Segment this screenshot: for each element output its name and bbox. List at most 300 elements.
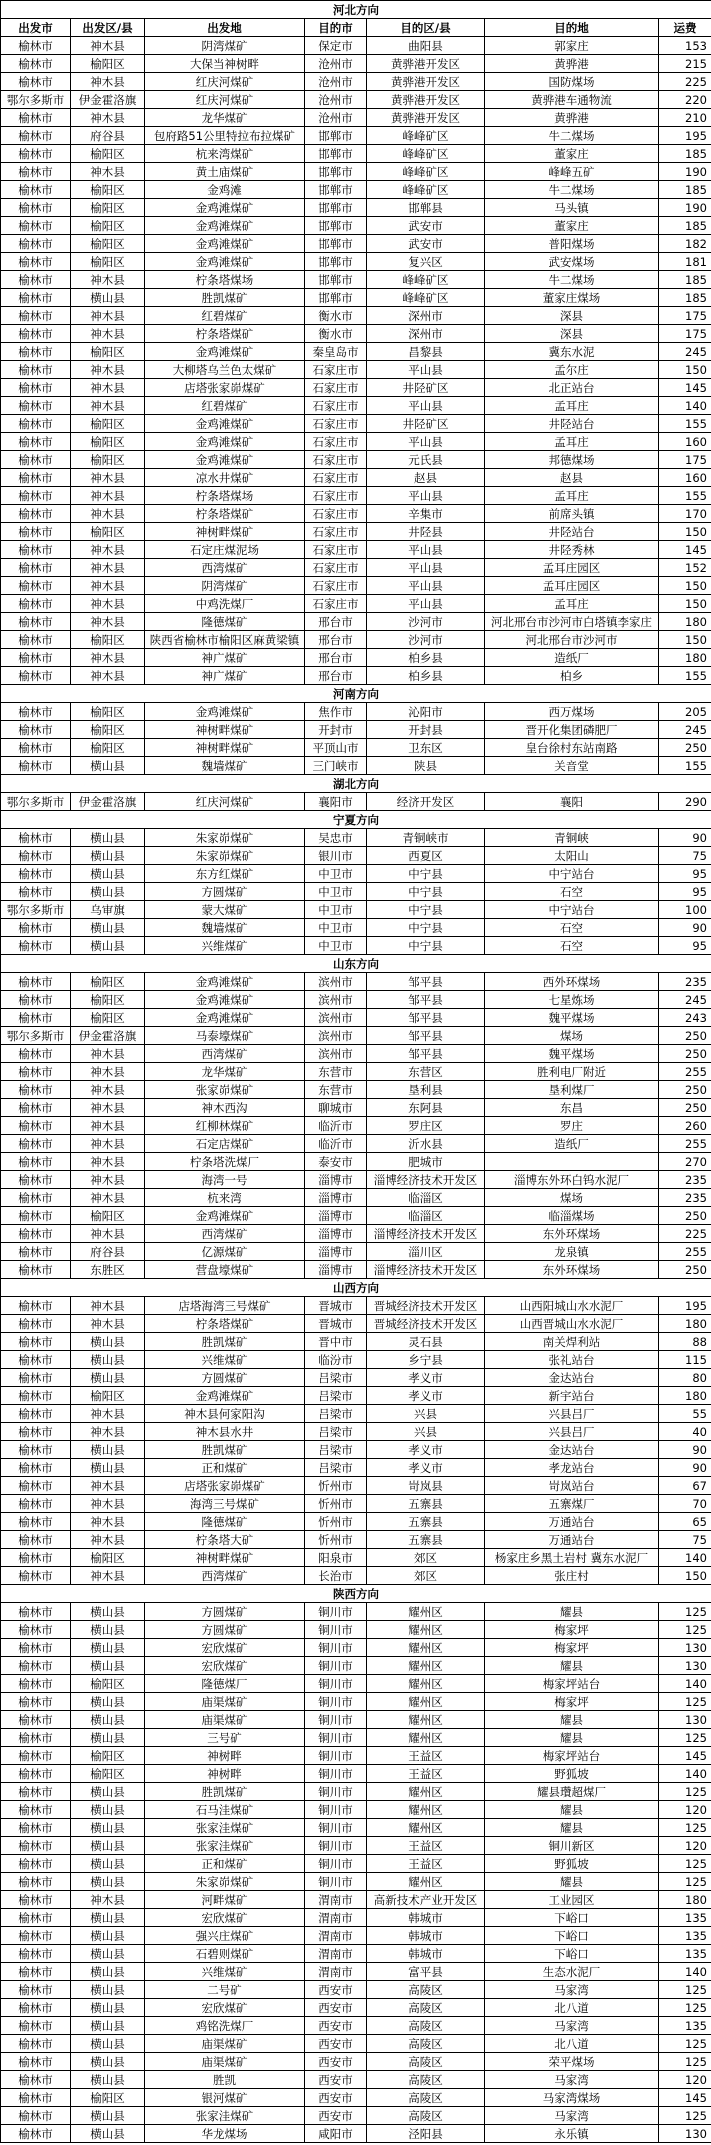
cell-origin-county: 榆阳区 — [71, 1747, 145, 1765]
cell-dest-place: 西外环煤场 — [485, 973, 659, 991]
table-row — [1, 739, 711, 757]
cell-origin-county: 横山县 — [71, 2107, 145, 2125]
cell-dest-place: 邦德煤场 — [485, 451, 659, 469]
cell-dest-place: 郭家庄 — [485, 37, 659, 55]
cell-dest-city: 忻州市 — [305, 1513, 367, 1531]
cell-origin-place: 海湾三号煤矿 — [145, 1495, 305, 1513]
cell-dest-county: 垦利县 — [367, 1081, 485, 1099]
cell-dest-place: 万通站台 — [485, 1531, 659, 1549]
cell-origin-place: 杭来湾 — [145, 1189, 305, 1207]
cell-origin-city: 榆林市 — [1, 937, 71, 955]
section-row — [1, 955, 711, 973]
cell-dest-place: 山西晋城山水水泥厂 — [485, 1315, 659, 1333]
cell-origin-city: 榆林市 — [1, 1819, 71, 1837]
cell-origin-county: 神木县 — [71, 1171, 145, 1189]
cell-dest-place: 万通站台 — [485, 1513, 659, 1531]
cell-freight-fee: 145 — [659, 1747, 711, 1765]
cell-origin-city: 榆林市 — [1, 1369, 71, 1387]
cell-origin-county: 横山县 — [71, 1369, 145, 1387]
cell-dest-city: 西安市 — [305, 2071, 367, 2089]
cell-dest-place: 马家湾 — [485, 1981, 659, 1999]
cell-origin-city: 榆林市 — [1, 1639, 71, 1657]
cell-origin-place: 柠条塔煤场 — [145, 487, 305, 505]
cell-origin-place: 金鸡滩煤矿 — [145, 433, 305, 451]
cell-dest-county: 东阿县 — [367, 1099, 485, 1117]
cell-dest-city: 银川市 — [305, 847, 367, 865]
section-row — [1, 775, 711, 793]
cell-origin-place: 神树畔煤矿 — [145, 739, 305, 757]
cell-origin-city: 榆林市 — [1, 1171, 71, 1189]
cell-dest-place: 金达站台 — [485, 1441, 659, 1459]
cell-dest-city: 邯郸市 — [305, 163, 367, 181]
cell-dest-place: 河北邢台市沙河市 — [485, 631, 659, 649]
table-row — [1, 1801, 711, 1819]
table-row — [1, 1621, 711, 1639]
cell-origin-place: 柠条塔煤矿 — [145, 325, 305, 343]
table-row — [1, 1819, 711, 1837]
cell-dest-county: 五寨县 — [367, 1495, 485, 1513]
cell-origin-county: 神木县 — [71, 1531, 145, 1549]
cell-dest-place: 荣平煤场 — [485, 2053, 659, 2071]
table-row — [1, 379, 711, 397]
cell-dest-city: 石家庄市 — [305, 451, 367, 469]
cell-origin-city: 榆林市 — [1, 2107, 71, 2125]
cell-origin-place: 朱家峁煤矿 — [145, 847, 305, 865]
cell-freight-fee: 125 — [659, 1783, 711, 1801]
cell-origin-city: 榆林市 — [1, 1729, 71, 1747]
cell-origin-county: 府谷县 — [71, 127, 145, 145]
cell-freight-fee: 145 — [659, 2089, 711, 2107]
cell-origin-place: 红碧煤矿 — [145, 307, 305, 325]
cell-origin-county: 神木县 — [71, 613, 145, 631]
cell-freight-fee: 130 — [659, 1639, 711, 1657]
cell-origin-city: 榆林市 — [1, 1909, 71, 1927]
cell-origin-city: 榆林市 — [1, 1405, 71, 1423]
cell-freight-fee: 180 — [659, 1387, 711, 1405]
cell-freight-fee: 125 — [659, 1999, 711, 2017]
table-row — [1, 91, 711, 109]
cell-origin-county: 神木县 — [71, 1567, 145, 1585]
table-row — [1, 1387, 711, 1405]
table-row — [1, 1081, 711, 1099]
cell-origin-place: 兴维煤矿 — [145, 937, 305, 955]
cell-origin-place: 大柳塔乌兰色太煤矿 — [145, 361, 305, 379]
table-row — [1, 235, 711, 253]
cell-dest-county: 耀州区 — [367, 1873, 485, 1891]
cell-origin-place: 柠条塔洗煤厂 — [145, 1153, 305, 1171]
cell-freight-fee: 255 — [659, 1063, 711, 1081]
cell-origin-city: 榆林市 — [1, 1117, 71, 1135]
table-row — [1, 1405, 711, 1423]
cell-origin-city: 榆林市 — [1, 1099, 71, 1117]
cell-freight-fee: 95 — [659, 883, 711, 901]
table-row — [1, 757, 711, 775]
cell-dest-county: 泾阳县 — [367, 2125, 485, 2143]
cell-freight-fee: 220 — [659, 91, 711, 109]
cell-dest-place: 兴县吕厂 — [485, 1405, 659, 1423]
cell-origin-county: 榆阳区 — [71, 181, 145, 199]
cell-dest-county: 高陵区 — [367, 2053, 485, 2071]
cell-origin-county: 横山县 — [71, 1351, 145, 1369]
cell-dest-place: 孝龙站台 — [485, 1459, 659, 1477]
cell-origin-city: 榆林市 — [1, 883, 71, 901]
cell-dest-place: 武安煤场 — [485, 253, 659, 271]
cell-origin-county: 神木县 — [71, 1117, 145, 1135]
cell-freight-fee: 185 — [659, 289, 711, 307]
cell-origin-place: 金鸡滩煤矿 — [145, 703, 305, 721]
cell-origin-county: 神木县 — [71, 469, 145, 487]
cell-dest-city: 石家庄市 — [305, 361, 367, 379]
cell-dest-city: 吴忠市 — [305, 829, 367, 847]
section-title: 山东方向 — [1, 955, 711, 973]
cell-dest-city: 吕梁市 — [305, 1441, 367, 1459]
cell-dest-city: 西安市 — [305, 2017, 367, 2035]
cell-dest-city: 淄博市 — [305, 1189, 367, 1207]
cell-origin-place: 营盘壕煤矿 — [145, 1261, 305, 1279]
table-row — [1, 2107, 711, 2125]
cell-dest-county: 高陵区 — [367, 2017, 485, 2035]
cell-dest-county: 武安市 — [367, 217, 485, 235]
cell-origin-city: 榆林市 — [1, 325, 71, 343]
cell-origin-city: 榆林市 — [1, 1063, 71, 1081]
cell-dest-county: 复兴区 — [367, 253, 485, 271]
cell-dest-county: 中宁县 — [367, 883, 485, 901]
cell-origin-city: 榆林市 — [1, 577, 71, 595]
cell-origin-place: 金鸡滩煤矿 — [145, 1387, 305, 1405]
cell-dest-place: 孟耳庄 — [485, 595, 659, 613]
section-title: 宁夏方向 — [1, 811, 711, 829]
cell-freight-fee: 65 — [659, 1513, 711, 1531]
table-row — [1, 1747, 711, 1765]
cell-dest-city: 石家庄市 — [305, 577, 367, 595]
cell-origin-place: 朱家峁煤矿 — [145, 1873, 305, 1891]
cell-origin-place: 金鸡滩煤矿 — [145, 1009, 305, 1027]
cell-origin-place: 石碧则煤矿 — [145, 1945, 305, 1963]
cell-origin-place: 金鸡滩 — [145, 181, 305, 199]
section-row — [1, 1279, 711, 1297]
cell-freight-fee: 125 — [659, 1819, 711, 1837]
cell-dest-place: 梅家坪站台 — [485, 1675, 659, 1693]
cell-origin-city: 榆林市 — [1, 1747, 71, 1765]
cell-freight-fee: 135 — [659, 1927, 711, 1945]
cell-dest-county: 岢岚县 — [367, 1477, 485, 1495]
cell-origin-city: 榆林市 — [1, 1999, 71, 2017]
cell-dest-place: 耀县 — [485, 1657, 659, 1675]
cell-origin-place: 金鸡滩煤矿 — [145, 973, 305, 991]
cell-origin-county: 府谷县 — [71, 1243, 145, 1261]
cell-origin-county: 神木县 — [71, 1099, 145, 1117]
table-row — [1, 1027, 711, 1045]
cell-origin-city: 榆林市 — [1, 1711, 71, 1729]
cell-dest-city: 铜川市 — [305, 1621, 367, 1639]
cell-origin-county: 榆阳区 — [71, 199, 145, 217]
table-row — [1, 1441, 711, 1459]
table-body — [1, 1, 711, 2143]
cell-freight-fee: 255 — [659, 1243, 711, 1261]
cell-origin-city: 榆林市 — [1, 1657, 71, 1675]
cell-origin-county: 神木县 — [71, 109, 145, 127]
cell-dest-city: 石家庄市 — [305, 487, 367, 505]
cell-dest-county: 韩城市 — [367, 1927, 485, 1945]
cell-origin-place: 胜凯煤矿 — [145, 1783, 305, 1801]
cell-origin-place: 神广煤矿 — [145, 667, 305, 685]
cell-origin-place: 华龙煤场 — [145, 2125, 305, 2143]
cell-freight-fee: 245 — [659, 991, 711, 1009]
cell-freight-fee: 245 — [659, 721, 711, 739]
table-row — [1, 1945, 711, 1963]
cell-dest-place: 青铜峡 — [485, 829, 659, 847]
cell-dest-county: 平山县 — [367, 577, 485, 595]
cell-freight-fee: 150 — [659, 595, 711, 613]
cell-dest-city: 西安市 — [305, 2053, 367, 2071]
cell-origin-place: 金鸡滩煤矿 — [145, 343, 305, 361]
cell-dest-place: 工业园区 — [485, 1891, 659, 1909]
table-row — [1, 991, 711, 1009]
cell-origin-county: 神木县 — [71, 1315, 145, 1333]
cell-origin-place: 神木县水井 — [145, 1423, 305, 1441]
cell-origin-city: 榆林市 — [1, 1549, 71, 1567]
cell-dest-city: 东营市 — [305, 1081, 367, 1099]
cell-freight-fee: 175 — [659, 451, 711, 469]
cell-dest-place: 马家湾 — [485, 2017, 659, 2035]
cell-origin-city: 榆林市 — [1, 2035, 71, 2053]
cell-dest-place: 石空 — [485, 883, 659, 901]
cell-origin-city: 榆林市 — [1, 559, 71, 577]
cell-dest-place: 耀县瓚超煤厂 — [485, 1783, 659, 1801]
cell-origin-city: 榆林市 — [1, 1459, 71, 1477]
cell-dest-county: 昌黎县 — [367, 343, 485, 361]
cell-dest-county: 肥城市 — [367, 1153, 485, 1171]
table-row — [1, 865, 711, 883]
cell-dest-city: 中卫市 — [305, 901, 367, 919]
cell-origin-city: 榆林市 — [1, 1981, 71, 1999]
cell-freight-fee: 67 — [659, 1477, 711, 1495]
cell-dest-city: 渭南市 — [305, 1909, 367, 1927]
cell-dest-city: 忻州市 — [305, 1477, 367, 1495]
cell-dest-city: 西安市 — [305, 2035, 367, 2053]
table-row — [1, 1153, 711, 1171]
cell-dest-place: 梅家坪 — [485, 1639, 659, 1657]
cell-origin-city: 榆林市 — [1, 523, 71, 541]
cell-freight-fee: 90 — [659, 1459, 711, 1477]
cell-origin-place: 陕西省榆林市榆阳区麻黄梁镇 — [145, 631, 305, 649]
cell-freight-fee: 130 — [659, 1711, 711, 1729]
cell-origin-place: 张家峁煤矿 — [145, 1081, 305, 1099]
cell-dest-county: 平山县 — [367, 487, 485, 505]
cell-dest-county: 中宁县 — [367, 937, 485, 955]
cell-origin-place: 兴维煤矿 — [145, 1351, 305, 1369]
cell-dest-place: 兴县吕厂 — [485, 1423, 659, 1441]
table-row — [1, 271, 711, 289]
cell-dest-place: 永乐镇 — [485, 2125, 659, 2143]
cell-dest-place: 耀县 — [485, 1819, 659, 1837]
cell-origin-county: 横山县 — [71, 847, 145, 865]
cell-dest-county: 高陵区 — [367, 1981, 485, 1999]
cell-origin-place: 杭来湾煤矿 — [145, 145, 305, 163]
cell-dest-county: 耀州区 — [367, 1729, 485, 1747]
cell-freight-fee: 181 — [659, 253, 711, 271]
cell-dest-county: 井陉矿区 — [367, 379, 485, 397]
cell-origin-city: 榆林市 — [1, 1513, 71, 1531]
cell-dest-county: 经济开发区 — [367, 793, 485, 811]
cell-origin-county: 横山县 — [71, 1981, 145, 1999]
cell-dest-city: 石家庄市 — [305, 415, 367, 433]
cell-dest-place: 下峪口 — [485, 1927, 659, 1945]
cell-origin-city: 榆林市 — [1, 37, 71, 55]
table-row — [1, 433, 711, 451]
table-row — [1, 1189, 711, 1207]
cell-origin-county: 榆阳区 — [71, 703, 145, 721]
cell-freight-fee: 120 — [659, 1837, 711, 1855]
cell-dest-city: 保定市 — [305, 37, 367, 55]
cell-dest-place: 赵县 — [485, 469, 659, 487]
table-row — [1, 343, 711, 361]
cell-origin-city: 榆林市 — [1, 361, 71, 379]
cell-freight-fee: 120 — [659, 2071, 711, 2089]
cell-dest-place: 耀县 — [485, 1603, 659, 1621]
cell-dest-place: 皇台徐村东站南路 — [485, 739, 659, 757]
cell-freight-fee: 182 — [659, 235, 711, 253]
section-title: 陕西方向 — [1, 1585, 711, 1603]
cell-dest-county: 平山县 — [367, 361, 485, 379]
cell-origin-city: 榆林市 — [1, 1009, 71, 1027]
cell-dest-county: 晋城经济技术开发区 — [367, 1297, 485, 1315]
table-row — [1, 1657, 711, 1675]
cell-dest-county: 淄博经济技术开发区 — [367, 1261, 485, 1279]
cell-dest-city: 铜川市 — [305, 1873, 367, 1891]
table-row — [1, 2125, 711, 2143]
cell-origin-county: 横山县 — [71, 2035, 145, 2053]
cell-dest-county: 曲阳县 — [367, 37, 485, 55]
cell-origin-city: 榆林市 — [1, 1297, 71, 1315]
cell-origin-city: 榆林市 — [1, 1441, 71, 1459]
cell-dest-city: 晋中市 — [305, 1333, 367, 1351]
cell-dest-place: 牛二煤场 — [485, 127, 659, 145]
table-row — [1, 1873, 711, 1891]
cell-dest-county: 淄博经济技术开发区 — [367, 1225, 485, 1243]
cell-origin-county: 横山县 — [71, 289, 145, 307]
cell-origin-county: 榆阳区 — [71, 721, 145, 739]
cell-origin-city: 榆林市 — [1, 1567, 71, 1585]
table-row — [1, 73, 711, 91]
table-row — [1, 1711, 711, 1729]
cell-dest-city: 沧州市 — [305, 109, 367, 127]
table-row — [1, 1477, 711, 1495]
cell-dest-city: 滨州市 — [305, 973, 367, 991]
cell-origin-place: 黄土庙煤矿 — [145, 163, 305, 181]
table-row — [1, 487, 711, 505]
table-row — [1, 1603, 711, 1621]
cell-origin-place: 银河煤矿 — [145, 2089, 305, 2107]
cell-origin-place: 张家洼煤矿 — [145, 1837, 305, 1855]
cell-origin-county: 横山县 — [71, 2053, 145, 2071]
table-row — [1, 2035, 711, 2053]
cell-origin-county: 横山县 — [71, 919, 145, 937]
cell-freight-fee: 125 — [659, 1729, 711, 1747]
cell-origin-county: 横山县 — [71, 1873, 145, 1891]
cell-dest-place: 生态水泥厂 — [485, 1963, 659, 1981]
cell-dest-county: 淄博经济技术开发区 — [367, 1171, 485, 1189]
cell-origin-city: 榆林市 — [1, 703, 71, 721]
cell-origin-city: 榆林市 — [1, 865, 71, 883]
cell-dest-county: 黄骅港开发区 — [367, 55, 485, 73]
cell-origin-county: 乌审旗 — [71, 901, 145, 919]
cell-origin-place: 宏欣煤矿 — [145, 1909, 305, 1927]
cell-dest-county: 临淄区 — [367, 1207, 485, 1225]
cell-origin-county: 榆阳区 — [71, 739, 145, 757]
cell-dest-city: 东营市 — [305, 1063, 367, 1081]
cell-origin-place: 正和煤矿 — [145, 1459, 305, 1477]
cell-dest-county: 灵石县 — [367, 1333, 485, 1351]
cell-dest-city: 渭南市 — [305, 1891, 367, 1909]
cell-dest-place: 新宇站台 — [485, 1387, 659, 1405]
cell-freight-fee: 155 — [659, 667, 711, 685]
cell-freight-fee: 190 — [659, 163, 711, 181]
cell-origin-county: 神木县 — [71, 73, 145, 91]
cell-origin-city: 榆林市 — [1, 2089, 71, 2107]
cell-dest-place: 野狐坡 — [485, 1855, 659, 1873]
cell-origin-county: 榆阳区 — [71, 1207, 145, 1225]
cell-origin-county: 神木县 — [71, 1477, 145, 1495]
cell-origin-city: 榆林市 — [1, 145, 71, 163]
cell-freight-fee: 250 — [659, 1045, 711, 1063]
cell-freight-fee: 135 — [659, 1909, 711, 1927]
cell-origin-place: 红庆河煤矿 — [145, 73, 305, 91]
cell-origin-place: 魏墙煤矿 — [145, 757, 305, 775]
table-row — [1, 127, 711, 145]
cell-origin-county: 横山县 — [71, 1963, 145, 1981]
cell-dest-place: 黄骅港 — [485, 109, 659, 127]
cell-origin-county: 横山县 — [71, 757, 145, 775]
table-row — [1, 163, 711, 181]
cell-freight-fee: 255 — [659, 1135, 711, 1153]
cell-dest-city: 中卫市 — [305, 919, 367, 937]
section-row — [1, 811, 711, 829]
cell-dest-place: 梅家坪站台 — [485, 1747, 659, 1765]
cell-origin-county: 横山县 — [71, 1927, 145, 1945]
cell-dest-county: 孝义市 — [367, 1369, 485, 1387]
table-row — [1, 397, 711, 415]
cell-dest-place: 黄骅港 — [485, 55, 659, 73]
cell-freight-fee: 195 — [659, 1297, 711, 1315]
cell-origin-city: 榆林市 — [1, 1621, 71, 1639]
cell-dest-place: 国防煤场 — [485, 73, 659, 91]
cell-dest-place: 牛二煤场 — [485, 271, 659, 289]
table-row — [1, 1837, 711, 1855]
table-row — [1, 469, 711, 487]
cell-origin-county: 神木县 — [71, 361, 145, 379]
header-origin-place: 出发地 — [145, 19, 305, 37]
cell-dest-city: 沧州市 — [305, 55, 367, 73]
cell-dest-place: 普阳煤场 — [485, 235, 659, 253]
cell-origin-county: 横山县 — [71, 1711, 145, 1729]
cell-origin-place: 胜凯煤矿 — [145, 1333, 305, 1351]
cell-origin-place: 龙华煤矿 — [145, 1063, 305, 1081]
cell-dest-city: 铜川市 — [305, 1729, 367, 1747]
cell-dest-county: 耀州区 — [367, 1783, 485, 1801]
cell-dest-place: 南关焊利站 — [485, 1333, 659, 1351]
section-title: 湖北方向 — [1, 775, 711, 793]
cell-dest-place: 野狐坡 — [485, 1765, 659, 1783]
cell-dest-place: 深县 — [485, 325, 659, 343]
cell-origin-county: 神木县 — [71, 307, 145, 325]
cell-dest-city: 邯郸市 — [305, 217, 367, 235]
cell-origin-county: 横山县 — [71, 1855, 145, 1873]
cell-dest-county: 王益区 — [367, 1837, 485, 1855]
cell-dest-city: 淄博市 — [305, 1225, 367, 1243]
cell-origin-city: 榆林市 — [1, 613, 71, 631]
table-row — [1, 1045, 711, 1063]
